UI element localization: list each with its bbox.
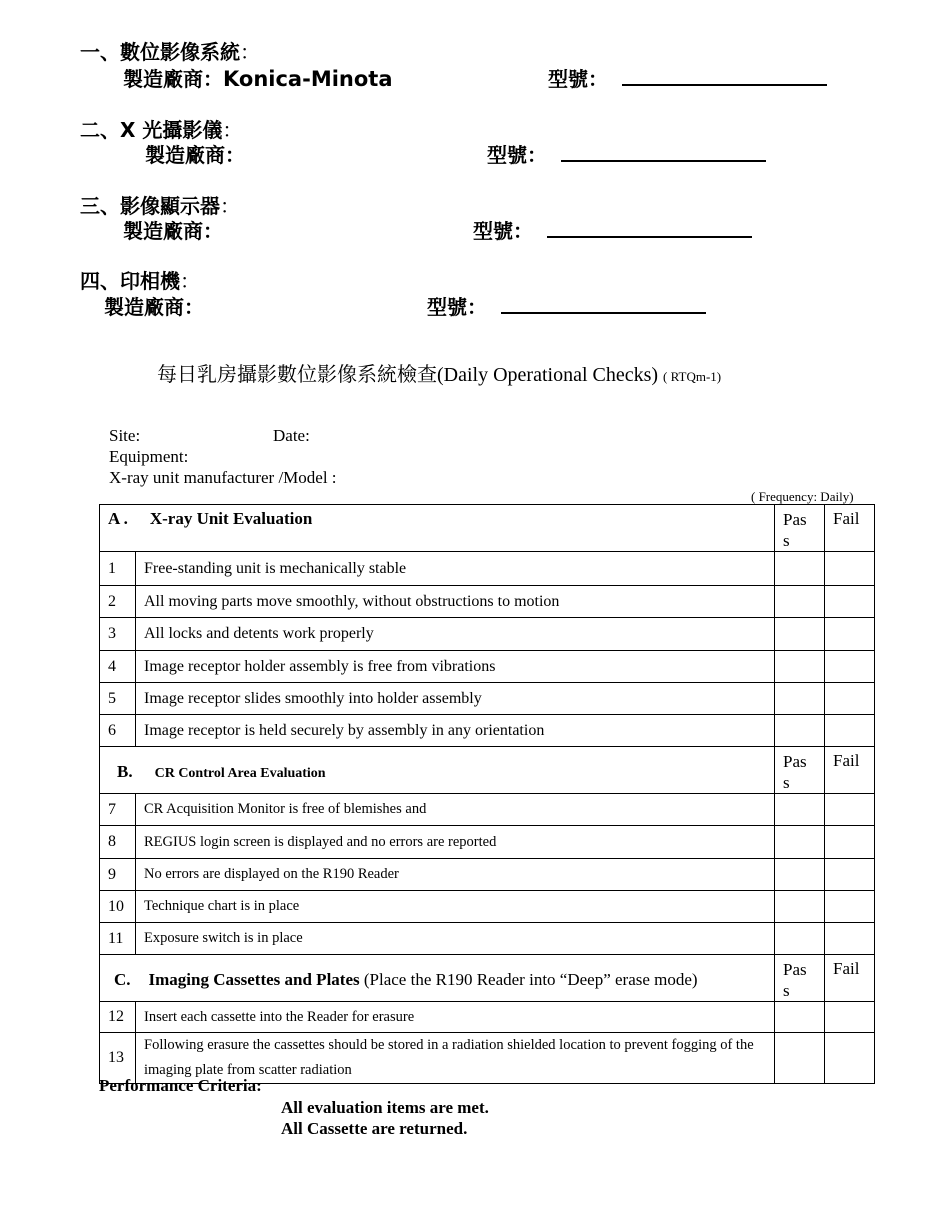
- item-description: Following erasure the cassettes should be stored in a radiation shielded location to prevent fogging of the imaging plate from scatter radiation: [136, 1033, 775, 1084]
- date-label: Date:: [273, 426, 310, 445]
- fail-checkbox-cell[interactable]: [825, 552, 875, 586]
- item-description: Image receptor holder assembly is free from vibrations: [136, 651, 775, 683]
- pass-checkbox-cell[interactable]: [775, 859, 825, 891]
- section-header-row: [100, 505, 875, 552]
- fail-checkbox-cell[interactable]: [825, 683, 875, 715]
- fail-checkbox-cell[interactable]: [825, 859, 875, 891]
- item-description: No errors are displayed on the R190 Reader: [136, 859, 775, 891]
- document-title: 每日乳房攝影數位影像系統檢查(Daily Operational Checks) ( RTQm-1): [157, 364, 722, 386]
- fail-checkbox-cell[interactable]: [825, 1002, 875, 1033]
- item-number: 6: [100, 715, 136, 747]
- checklist-table: [99, 504, 875, 1084]
- section-3-title: 三、影像顯示器：: [80, 194, 240, 218]
- pass-header: Pas s: [775, 505, 825, 552]
- fail-checkbox-cell[interactable]: [825, 1033, 875, 1084]
- section-header-row: [100, 955, 875, 1002]
- item-number: 8: [100, 826, 136, 859]
- fail-checkbox-cell[interactable]: [825, 651, 875, 683]
- section-4-model: 型號：: [427, 291, 706, 320]
- pass-checkbox-cell[interactable]: [775, 586, 825, 618]
- item-number: 3: [100, 618, 136, 651]
- section-1-manufacturer: 製造廠商：Konica-Minota: [123, 67, 393, 91]
- document-code: ( RTQm-1): [663, 369, 722, 384]
- item-description: CR Acquisition Monitor is free of blemishes and: [136, 794, 775, 826]
- pass-checkbox-cell[interactable]: [775, 826, 825, 859]
- table-row: [100, 552, 875, 586]
- fail-header: Fail: [825, 505, 875, 552]
- fail-checkbox-cell[interactable]: [825, 586, 875, 618]
- item-description: Technique chart is in place: [136, 891, 775, 923]
- pass-checkbox-cell[interactable]: [775, 891, 825, 923]
- item-number: 9: [100, 859, 136, 891]
- item-description: Image receptor is held securely by assembly in any orientation: [136, 715, 775, 747]
- section-title: A . X-ray Unit Evaluation: [100, 505, 775, 552]
- pass-checkbox-cell[interactable]: [775, 1033, 825, 1084]
- section-2-model: 型號：: [487, 139, 766, 168]
- fail-checkbox-cell[interactable]: [825, 618, 875, 651]
- item-number: 12: [100, 1002, 136, 1033]
- item-number: 11: [100, 923, 136, 955]
- model-blank-line: [561, 142, 766, 162]
- fail-checkbox-cell[interactable]: [825, 794, 875, 826]
- section-2-title: 二、X 光攝影儀：: [80, 118, 243, 142]
- table-row: [100, 826, 875, 859]
- model-blank-line: [547, 218, 752, 238]
- item-description: REGIUS login screen is displayed and no errors are reported: [136, 826, 775, 859]
- table-row: [100, 651, 875, 683]
- section-1-model: 型號：: [548, 63, 827, 92]
- item-description: All moving parts move smoothly, without obstructions to motion: [136, 586, 775, 618]
- pass-header: Pas s: [775, 955, 825, 1002]
- pass-checkbox-cell[interactable]: [775, 651, 825, 683]
- fail-checkbox-cell[interactable]: [825, 923, 875, 955]
- frequency-note: ( Frequency: Daily): [751, 489, 854, 504]
- pass-checkbox-cell[interactable]: [775, 715, 825, 747]
- section-1-title: 一、數位影像系統：: [80, 40, 260, 64]
- model-blank-line: [622, 66, 827, 86]
- criteria-line-2: All Cassette are returned.: [281, 1119, 468, 1138]
- item-description: All locks and detents work properly: [136, 618, 775, 651]
- fail-header: Fail: [825, 747, 875, 794]
- item-description: Free-standing unit is mechanically stable: [136, 552, 775, 586]
- section-3-manufacturer: 製造廠商：: [123, 219, 223, 243]
- item-number: 7: [100, 794, 136, 826]
- item-description: Image receptor slides smoothly into holder assembly: [136, 683, 775, 715]
- fail-checkbox-cell[interactable]: [825, 826, 875, 859]
- table-row: [100, 794, 875, 826]
- fail-checkbox-cell[interactable]: [825, 891, 875, 923]
- table-row: [100, 923, 875, 955]
- pass-checkbox-cell[interactable]: [775, 683, 825, 715]
- site-label: Site:: [109, 426, 141, 445]
- pass-checkbox-cell[interactable]: [775, 618, 825, 651]
- section-header-row: [100, 747, 875, 794]
- table-row: [100, 586, 875, 618]
- item-number: 4: [100, 651, 136, 683]
- item-description: Exposure switch is in place: [136, 923, 775, 955]
- section-3-model: 型號：: [473, 215, 752, 244]
- section-4-title: 四、印相機：: [80, 269, 200, 293]
- table-row: [100, 618, 875, 651]
- item-description: Insert each cassette into the Reader for erasure: [136, 1002, 775, 1033]
- fail-checkbox-cell[interactable]: [825, 715, 875, 747]
- table-row: [100, 859, 875, 891]
- criteria-line-1: All evaluation items are met.: [281, 1098, 489, 1117]
- performance-criteria-label: Performance Criteria:: [99, 1076, 262, 1095]
- equipment-label: Equipment:: [109, 447, 189, 466]
- table-row: [100, 1002, 875, 1033]
- item-number: 13: [100, 1033, 136, 1084]
- section-title: B. CR Control Area Evaluation: [100, 747, 775, 794]
- table-row: [100, 683, 875, 715]
- xray-model-label: X-ray unit manufacturer /Model :: [109, 468, 337, 487]
- section-4-manufacturer: 製造廠商：: [104, 295, 204, 319]
- pass-checkbox-cell[interactable]: [775, 552, 825, 586]
- pass-header: Pas s: [775, 747, 825, 794]
- table-row: [100, 715, 875, 747]
- manufacturer-value: Konica-Minota: [223, 67, 393, 91]
- item-number: 5: [100, 683, 136, 715]
- item-number: 1: [100, 552, 136, 586]
- pass-checkbox-cell[interactable]: [775, 1002, 825, 1033]
- item-number: 10: [100, 891, 136, 923]
- item-number: 2: [100, 586, 136, 618]
- section-2-manufacturer: 製造廠商：: [145, 143, 245, 167]
- section-title: C. Imaging Cassettes and Plates (Place the R190 Reader into “Deep” erase mode): [100, 955, 775, 1002]
- table-row: [100, 891, 875, 923]
- pass-checkbox-cell[interactable]: [775, 923, 825, 955]
- fail-header: Fail: [825, 955, 875, 1002]
- pass-checkbox-cell[interactable]: [775, 794, 825, 826]
- model-blank-line: [501, 294, 706, 314]
